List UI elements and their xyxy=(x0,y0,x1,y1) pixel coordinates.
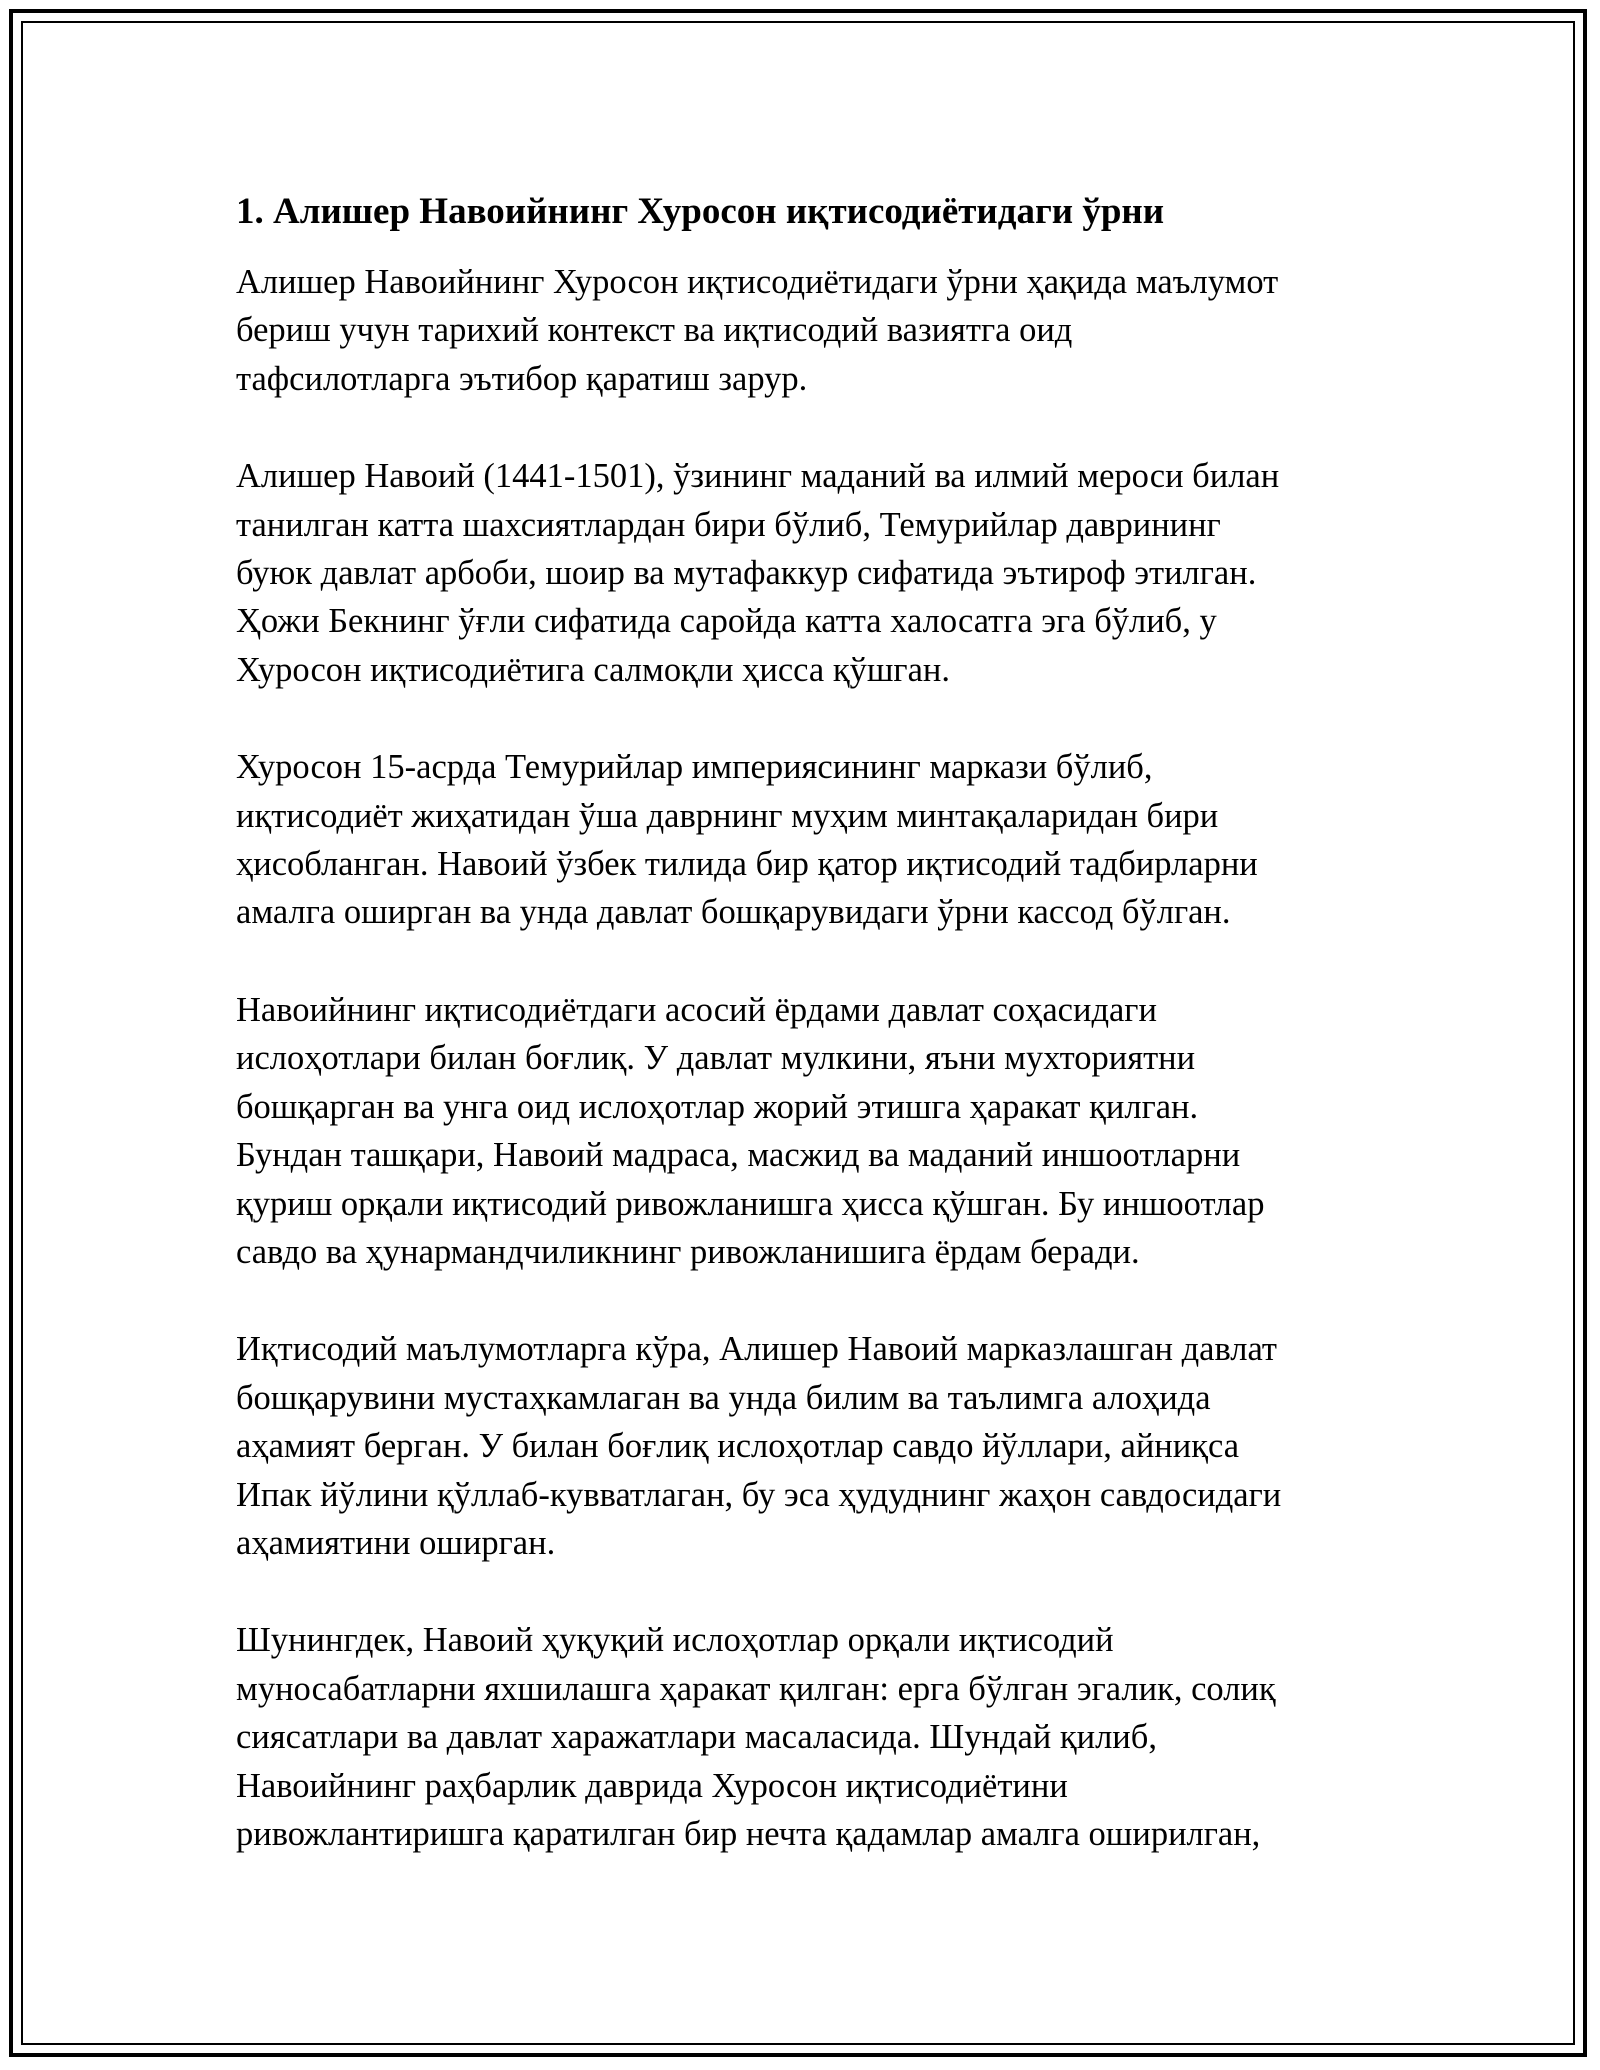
paragraph-5 xyxy=(236,1325,1376,1567)
text-line: ривожлантиришга қаратилган бир нечта қадамлар амалга оширилган, xyxy=(236,1814,1261,1853)
text-line: аҳамиятини оширган. xyxy=(236,1523,556,1562)
text-line: буюк давлат арбоби, шоир ва мутафаккур сифатида эътироф этилган. xyxy=(236,554,1257,593)
text-line: муносабатларни яхшилашга ҳаракат қилган: ерга бўлган эгалик, солиқ xyxy=(236,1669,1276,1708)
document-body xyxy=(236,188,1376,1907)
text-line: савдо ва ҳунармандчиликнинг ривожланишига ёрдам беради. xyxy=(236,1232,1140,1271)
text-line: иқтисодиёт жиҳатидан ўша даврнинг муҳим минтақаларидан бири xyxy=(236,796,1219,835)
text-line: ислоҳотлари билан боғлиқ. У давлат мулкини, яъни мухториятни xyxy=(236,1039,1196,1078)
text-line: тафсилотларга эътибор қаратиш зарур. xyxy=(236,359,808,398)
text-line: Ҳожи Бекнинг ўғли сифатида саройда катта халосатга эга бўлиб, у xyxy=(236,602,1217,641)
text-line: ҳисобланган. Навоий ўзбек тилида бир қатор иқтисодий тадбирларни xyxy=(236,845,1258,884)
text-line: Шунингдек, Навоий ҳуқуқий ислоҳотлар орқали иқтисодий xyxy=(236,1621,1114,1660)
paragraph-4 xyxy=(236,986,1376,1276)
text-line: Хуросон иқтисодиётига салмоқли ҳисса қўшган. xyxy=(236,650,950,689)
text-line: Навоийнинг раҳбарлик даврида Хуросон иқтисодиётини xyxy=(236,1766,1068,1805)
document-title: 1. Алишер Навоийнинг Хуросон иқтисодиётидаги ўрни xyxy=(236,191,1165,232)
text-line: бериш учун тарихий контекст ва иқтисодий вазиятга оид xyxy=(236,311,1073,350)
text-line: бошқарган ва унга оид ислоҳотлар жорий этишга ҳаракат қилган. xyxy=(236,1087,1199,1126)
text-line: Бундан ташқари, Навоий мадраса, масжид ва маданий иншоотларни xyxy=(236,1136,1241,1175)
paragraph-1 xyxy=(236,258,1376,403)
paragraph-2 xyxy=(236,452,1376,694)
text-line: Навоийнинг иқтисодиётдаги асосий ёрдами давлат соҳасидаги xyxy=(236,990,1157,1029)
text-line: Ипак йўлини қўллаб-кувватлаган, бу эса ҳудуднинг жаҳон савдосидаги xyxy=(236,1475,1282,1514)
text-line: Иқтисодий маълумотларга кўра, Алишер Навоий марказлашган давлат xyxy=(236,1330,1278,1369)
paragraph-3 xyxy=(236,743,1376,937)
text-line: сиясатлари ва давлат харажатлари масаласида. Шундай қилиб, xyxy=(236,1718,1157,1757)
text-line: амалга оширган ва унда давлат бошқарувидаги ўрни кассод бўлган. xyxy=(236,893,1231,932)
text-line: Алишер Навоий (1441-1501), ўзининг маданий ва илмий мероси билан xyxy=(236,457,1280,496)
text-line: Хуросон 15-асрда Темурийлар империясининг маркази бўлиб, xyxy=(236,748,1153,787)
text-line: қуриш орқали иқтисодий ривожланишга ҳисса қўшган. Бу иншоотлар xyxy=(236,1184,1265,1223)
paragraph-6 xyxy=(236,1616,1376,1858)
text-line: танилган катта шахсиятлардан бири бўлиб, Темурийлар даврининг xyxy=(236,505,1221,544)
text-line: Алишер Навоийнинг Хуросон иқтисодиётидаги ўрни ҳақида маълумот xyxy=(236,263,1279,301)
text-line: аҳамият берган. У билан боғлиқ ислоҳотлар савдо йўллари, айниқса xyxy=(236,1427,1240,1466)
text-line: бошқарувини мустаҳкамлаган ва унда билим ва таълимга алоҳида xyxy=(236,1378,1211,1417)
